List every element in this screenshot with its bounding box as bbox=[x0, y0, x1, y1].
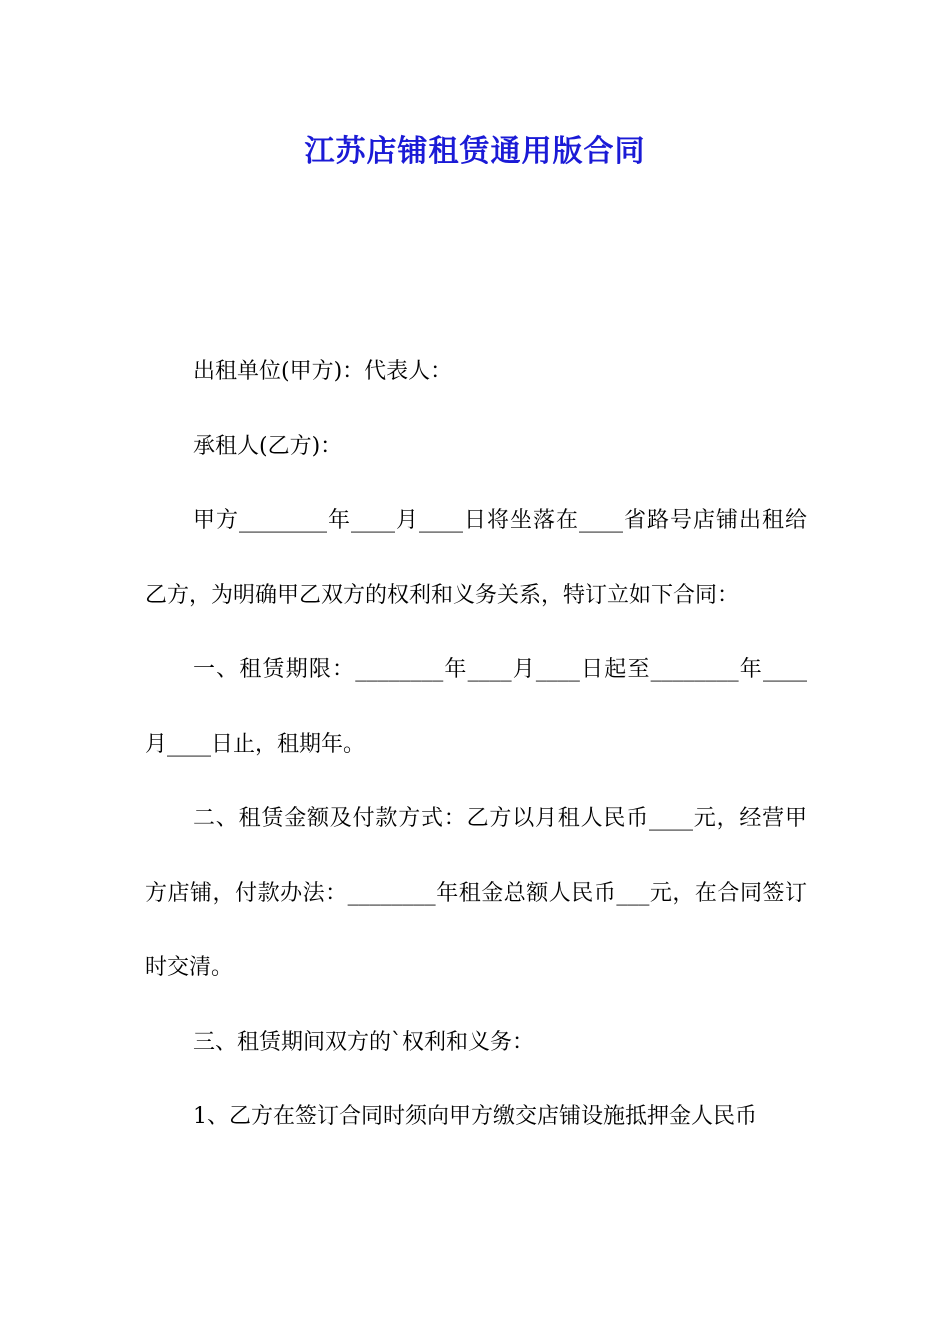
paragraph-clause-3-item-1: 1、乙方在签订合同时须向甲方缴交店铺设施抵押金人民币 bbox=[193, 1104, 757, 1129]
paragraph-clause-1-lease-term: 一、租赁期限：________年____月____日起至________年____月____日止，租期年。 bbox=[145, 657, 807, 757]
paragraph-clause-2-rent-payment: 二、租赁金额及付款方式：乙方以月租人民币____元，经营甲方店铺，付款办法：________年租金总额人民币___元，在合同签订时交清。 bbox=[145, 806, 807, 980]
paragraph-preamble: 甲方________年____月____日将坐落在____省路号店铺出租给乙方，为明确甲乙双方的权利和义务关系，特订立如下合同： bbox=[145, 508, 807, 608]
paragraph-clause-3-rights-obligations: 三、租赁期间双方的`权利和义务： bbox=[193, 1029, 535, 1055]
paragraph-lessee: 承租人(乙方)： bbox=[193, 433, 343, 459]
paragraph-lessor: 出租单位(甲方)：代表人： bbox=[193, 359, 453, 384]
document-body bbox=[145, 335, 807, 1155]
document-title: 江苏店铺租赁通用版合同 bbox=[304, 134, 646, 169]
